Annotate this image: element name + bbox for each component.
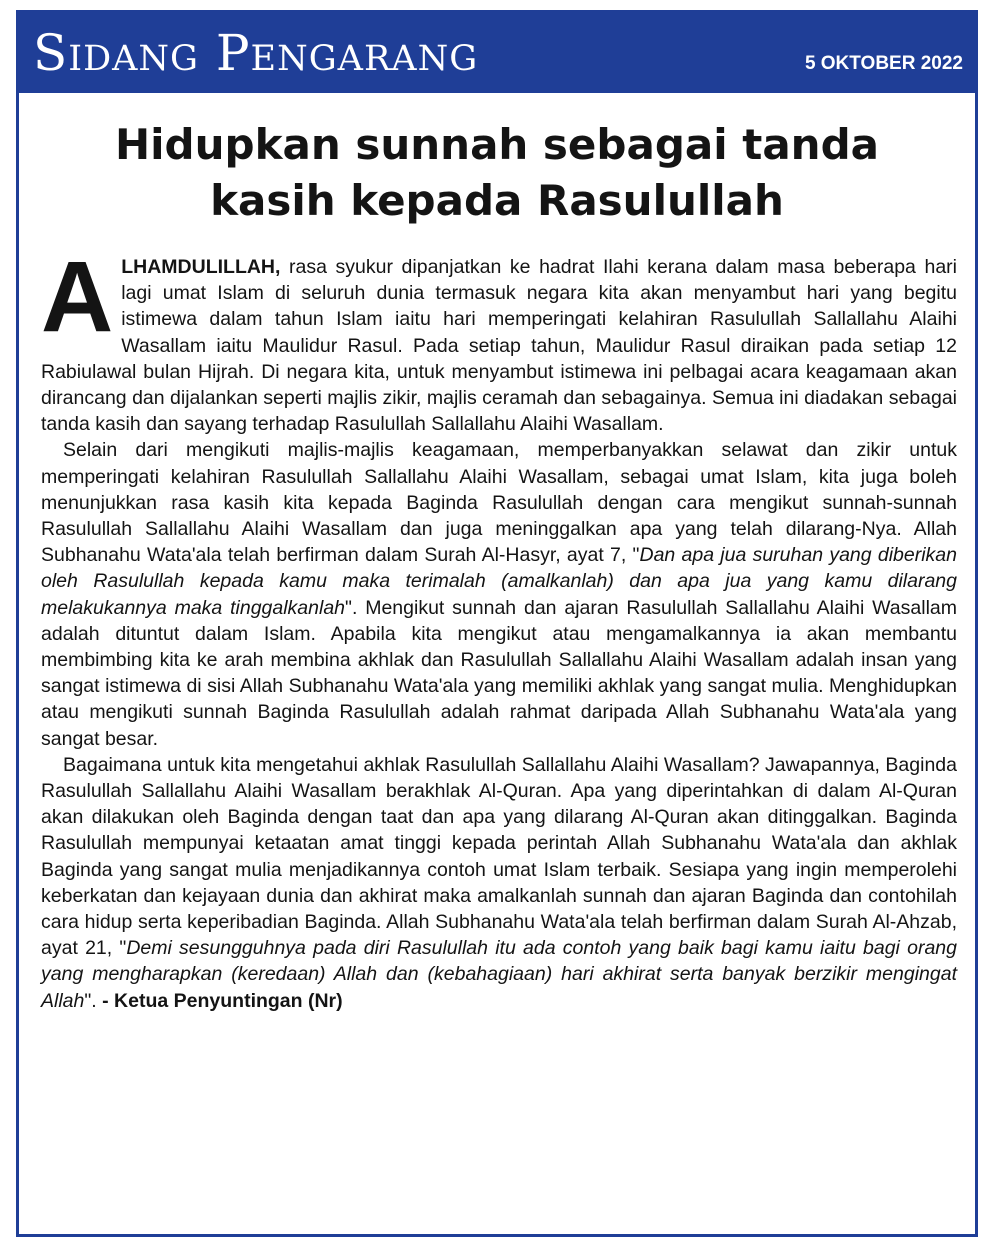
paragraph-2	[41, 437, 957, 751]
article-headline	[19, 117, 975, 229]
drop-cap: A	[41, 241, 114, 353]
quote-al-ahzab: Demi sesungguhnya pada diri Rasulullah itu ada contoh yang baik bagi kamu iaitu bagi orang yang mengharapkan (keredaan) Allah dan (kebahagiaan) hari akhirat serta banyak berzikir mengingat Allah	[41, 937, 957, 1012]
headline-line-2: kasih kepada Rasulullah	[210, 176, 784, 225]
paragraph-3	[41, 752, 957, 1014]
article-body	[41, 241, 957, 1014]
author-signature: - Ketua Penyuntingan (Nr)	[102, 989, 343, 1012]
header-banner	[19, 13, 975, 93]
paragraph-3-text-a: Bagaimana untuk kita mengetahui akhlak Rasulullah Sallallahu Alaihi Wasallam? Jawapannya, Baginda Rasulullah Sallallahu Alaihi Wasallam berakhlak Al-Quran. Apa yang diperintahkan di dalam Al-Quran akan dilakukan oleh Baginda dengan taat dan apa yang dilarang Al-Quran akan ditinggalkan. Baginda Rasulullah mempunyai ketaatan amat tinggi kepada perintah Allah Subhanahu Wata'ala dan akhlak Baginda yang sangat mulia menjadikannya contoh umat Islam terbaik. Sesiapa yang ingin memperolehi keberkatan dan kejayaan dunia dan akhirat maka amalkanlah sunnah dan ajaran Baginda dan contohilah cara hidup serta keperibadian Baginda. Allah Subhanahu Wata'ala telah berfirman dalam Surah Al-Ahzab, ayat 21, "	[41, 753, 957, 960]
paragraph-1-text: rasa syukur dipanjatkan ke hadrat Ilahi kerana dalam masa beberapa hari lagi umat Islam di seluruh dunia termasuk negara kita akan menyambut hari yang begitu istimewa dalam tahun Islam iaitu hari memperingati kelahiran Rasulullah Sallallahu Alaihi Wasallam iaitu Maulidur Rasul. Pada setiap tahun, Maulidur Rasul diraikan pada setiap 12 Rabiulawal bulan Hijrah. Di negara kita, untuk menyambut istimewa ini pelbagai acara keagamaan akan dirancang dan dijalankan seperti majlis zikir, majlis ceramah dan sebagainya. Semua ini diadakan sebagai tanda kasih dan sayang terhadap Rasulullah Sallallahu Alaihi Wasallam.	[41, 256, 957, 436]
quote-al-hasyr: Dan apa jua suruhan yang diberikan oleh Rasulullah kepada kamu maka terimalah (amalkanlah) dan apa jua yang kamu dilarang melakukannya maka tinggalkanlah	[41, 544, 957, 619]
publication-date: 5 OKTOBER 2022	[804, 53, 963, 74]
paragraph-2-text-a: Selain dari mengikuti majlis-majlis keagamaan, memperbanyakkan selawat dan zikir untuk memperingati kelahiran Rasulullah Sallallahu Alaihi Wasallam, sebagai umat Islam, kita juga boleh menunjukkan rasa kasih kita kepada Baginda Rasulullah dengan cara mengikut sunnah-sunnah Rasulullah Sallallahu Alaihi Wasallam dan juga meninggalkan apa yang telah dilarang-Nya. Allah Subhanahu Wata'ala telah berfirman dalam Surah Al-Hasyr, ayat 7, "	[41, 439, 957, 567]
paragraph-3-text-b: ".	[84, 989, 103, 1012]
masthead-title: Sidang Pengarang	[33, 24, 479, 82]
lead-word: LHAMDULILLAH,	[121, 256, 281, 278]
paragraph-2-text-b: ". Mengikut sunnah dan ajaran Rasulullah Sallallahu Alaihi Wasallam adalah dituntut dalam Islam. Apabila kita mengikut atau mengamalkannya ia akan membantu membimbing kita ke arah membina akhlak dan Rasulullah Sallallahu Alaihi Wasallam adalah insan yang sangat istimewa di sisi Allah Subhanahu Wata'ala yang memiliki akhlak yang sangat mulia. Menghidupkan atau mengikuti sunnah Baginda Rasulullah adalah rahmat daripada Allah Subhanahu Wata'ala yang sangat besar.	[41, 596, 957, 750]
editorial-frame	[16, 10, 978, 1237]
paragraph-1	[41, 241, 957, 437]
headline-line-1: Hidupkan sunnah sebagai tanda	[115, 120, 879, 169]
